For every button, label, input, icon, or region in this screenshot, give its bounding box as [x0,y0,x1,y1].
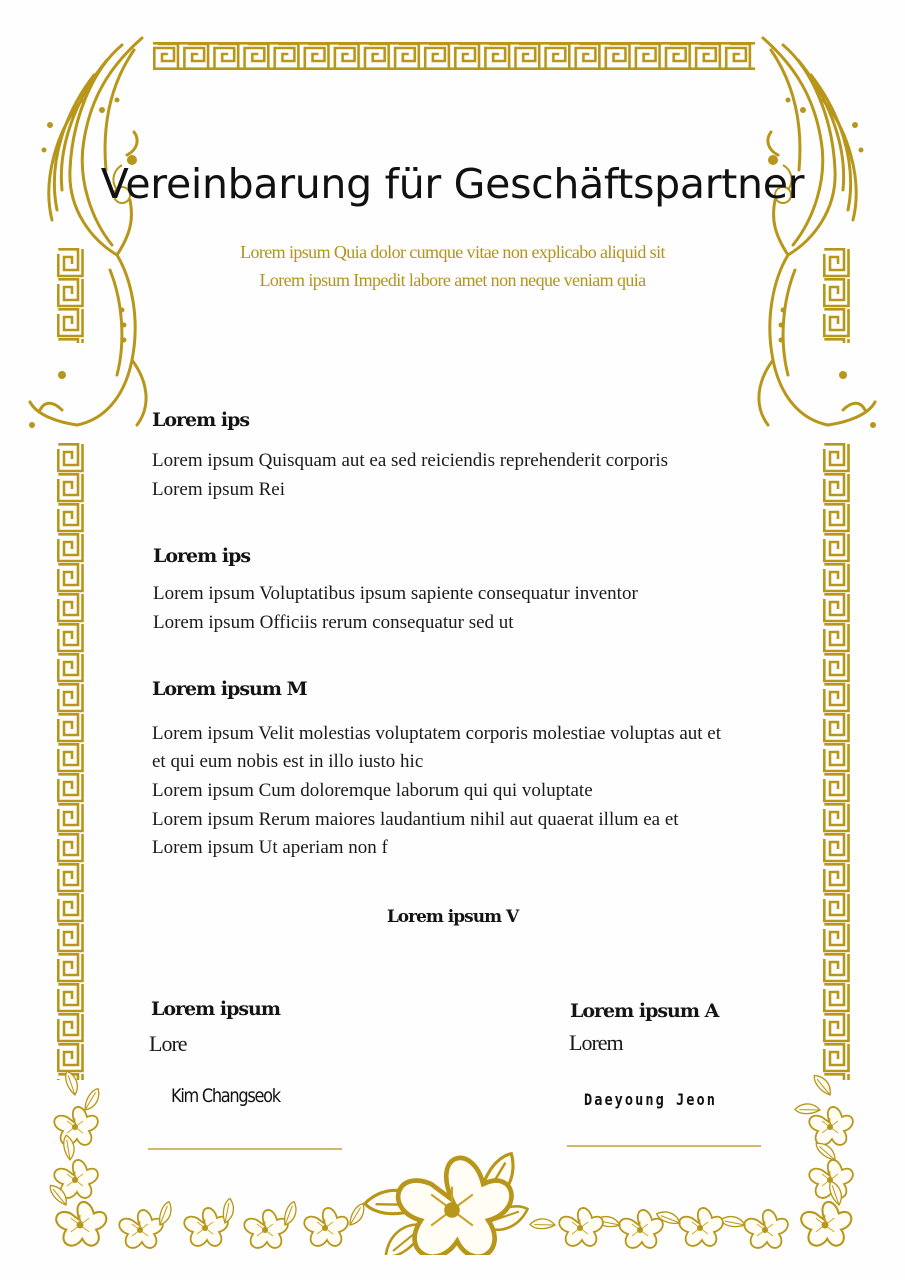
hibiscus-center-icon [364,1153,527,1255]
section-3-line: Lorem ipsum Velit molestias voluptatem corporis molestiae voluptas aut et [152,723,722,744]
section-3-heading: Lorem ipsum M [152,678,307,700]
phoenix-left-icon [22,30,172,440]
section-3-line: Lorem ipsum Ut aperiam non f [152,837,388,858]
center-label: Lorem ipsum V [386,907,519,927]
section-2-heading: Lorem ips [153,545,251,567]
greek-key-border-icon [57,443,84,1080]
section-2-line: Lorem ipsum Officiis rerum consequatur sed ut [153,612,514,633]
signature-1-sub: Lore [149,1031,187,1056]
document-title: Vereinbarung für Geschäftspartner [100,160,805,208]
section-3-line: Lorem ipsum Cum doloremque laborum qui qui voluptate [152,780,593,801]
subtitle-line-2: Lorem ipsum Impedit labore amet non neque veniam quia [259,270,646,290]
signature-2-sub: Lorem [569,1030,623,1055]
signature-1-label: Lorem ipsum [151,998,280,1020]
section-3-line: Lorem ipsum Rerum maiores laudantium nihil aut quaerat illum ea et [152,809,679,830]
hibiscus-border-icon [30,1065,875,1255]
signature-2-label: Lorem ipsum A [570,1000,719,1022]
section-3-line: et qui eum nobis est in illo iusto hic [152,751,424,772]
greek-key-border-icon [823,443,850,1080]
greek-key-border-icon [153,42,755,70]
section-1-line: Lorem ipsum Quisquam aut ea sed reiciendis reprehenderit corporis [152,450,668,471]
section-1-line: Lorem ipsum Rei [152,479,285,500]
section-1-heading: Lorem ips [152,409,250,431]
signature-1-name: Kim Changseok [171,1085,280,1107]
subtitle-line-1: Lorem ipsum Quia dolor cumque vitae non explicabo aliquid sit [240,242,665,262]
signature-2-name: Daeyoung Jeon [584,1090,717,1109]
section-2-line: Lorem ipsum Voluptatibus ipsum sapiente consequatur inventor [153,583,638,604]
phoenix-right-icon [733,30,883,440]
